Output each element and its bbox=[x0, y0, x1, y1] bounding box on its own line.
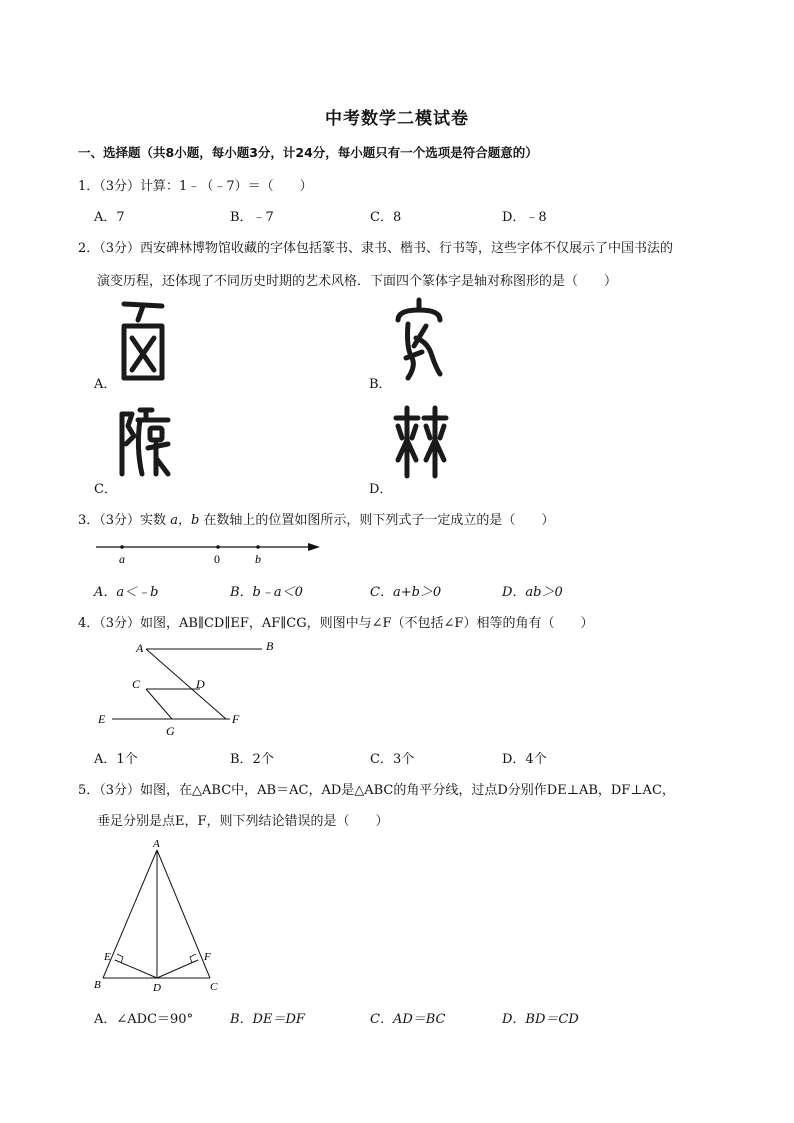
point-label-e: E bbox=[104, 951, 111, 963]
q1-option-b[interactable]: B．﹣7 bbox=[230, 210, 274, 225]
point-label-f: F bbox=[204, 951, 211, 963]
question-4-stem: 4．（3分）如图，AB∥CD∥EF，AF∥CG，则图中与∠F（不包括∠F）相等的角有（ ） bbox=[78, 616, 594, 631]
axis-label-b: b bbox=[255, 552, 261, 566]
point-label-c: C bbox=[132, 677, 141, 691]
axis-label-0: 0 bbox=[214, 552, 220, 566]
q2-option-a[interactable]: A． bbox=[94, 377, 117, 392]
q2-option-d[interactable]: D． bbox=[369, 482, 393, 497]
vertex-label-c: C bbox=[210, 981, 218, 993]
point-label-a: A bbox=[136, 641, 144, 655]
question-1-stem: 1．（3分）计算：1﹣（﹣7）＝（ ） bbox=[78, 179, 313, 194]
vertex-label-a: A bbox=[153, 838, 160, 850]
q5-option-a[interactable]: A．∠ADC＝90° bbox=[94, 1012, 194, 1027]
q3-stem-pre: 3．（3分）实数 bbox=[78, 513, 171, 528]
q3-option-a[interactable]: A．a＜﹣b bbox=[94, 585, 159, 600]
section-heading: 一、选择题（共8小题，每小题3分，计24分，每小题只有一个选项是符合题意的） bbox=[78, 145, 538, 160]
number-line-figure bbox=[96, 538, 326, 568]
point-label-f: F bbox=[232, 712, 240, 726]
seal-character-c-image bbox=[116, 404, 174, 480]
q5-option-b[interactable]: B．DE＝DF bbox=[230, 1012, 305, 1027]
seal-character-d-image bbox=[392, 404, 450, 480]
parallel-lines-figure bbox=[96, 638, 286, 738]
triangle-figure bbox=[90, 836, 230, 994]
q2-option-c[interactable]: C． bbox=[94, 482, 117, 497]
q4-option-c[interactable]: C．3个 bbox=[370, 752, 415, 767]
q5-option-d[interactable]: D．BD＝CD bbox=[502, 1012, 579, 1027]
point-label-e: E bbox=[98, 712, 106, 726]
question-2-stem-line1: 2．（3分）西安碑林博物馆收藏的字体包括篆书、隶书、楷书、行书等，这些字体不仅展示了中国书法的 bbox=[78, 241, 674, 256]
q1-option-a[interactable]: A．7 bbox=[94, 210, 125, 225]
q4-option-d[interactable]: D．4个 bbox=[502, 752, 547, 767]
question-5-stem-line1: 5．（3分）如图，在△ABC中，AB＝AC，AD是△ABC的角平分线，过点D分别作DE⊥AB，DF⊥AC， bbox=[78, 783, 675, 798]
axis-label-a: a bbox=[119, 552, 125, 566]
q2-option-b[interactable]: B． bbox=[369, 377, 392, 392]
seal-character-a-image bbox=[116, 298, 170, 384]
q3-option-b[interactable]: B．b﹣a＜0 bbox=[230, 585, 303, 600]
point-label-g: G bbox=[166, 724, 175, 738]
q1-option-c[interactable]: C．8 bbox=[370, 210, 402, 225]
vertex-label-b: B bbox=[94, 979, 101, 991]
question-2-stem-line2: 演变历程，还体现了不同历史时期的艺术风格．下面四个篆体字是轴对称图形的是（ ） bbox=[97, 274, 618, 289]
seal-character-b-image bbox=[392, 298, 446, 384]
question-5-stem-line2: 垂足分别是点E，F，则下列结论错误的是（ ） bbox=[97, 814, 389, 829]
q3-stem-vars: a，b bbox=[170, 513, 200, 528]
q4-option-b[interactable]: B．2个 bbox=[230, 752, 274, 767]
question-3-stem bbox=[78, 509, 554, 528]
q4-option-a[interactable]: A．1个 bbox=[94, 752, 138, 767]
q5-option-c[interactable]: C．AD＝BC bbox=[370, 1012, 446, 1027]
q3-stem-post: 在数轴上的位置如图所示，则下列式子一定成立的是（ ） bbox=[199, 513, 555, 528]
q1-option-d[interactable]: D．﹣8 bbox=[502, 210, 547, 225]
q3-option-d[interactable]: D．ab＞0 bbox=[502, 585, 563, 600]
q3-option-c[interactable]: C．a+b＞0 bbox=[370, 585, 442, 600]
point-label-d: D bbox=[153, 982, 161, 994]
point-label-b: B bbox=[266, 639, 274, 653]
page-title: 中考数学二模试卷 bbox=[325, 109, 469, 129]
point-label-d: D bbox=[196, 677, 205, 691]
